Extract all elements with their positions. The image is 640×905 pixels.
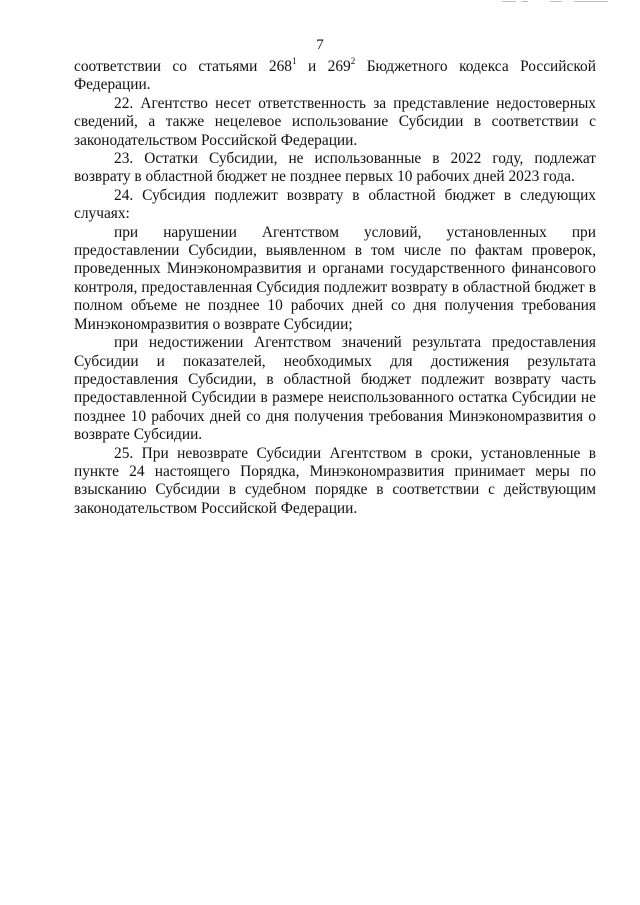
paragraph-25: 25. При невозврате Субсидии Агентством в сроки, установленные в пункте 24 настоящего Порядка, Минэкономразвития принимает меры по взысканию Субсидии в судебном порядке в соответствии с действующим законодательством Российской Федерации. xyxy=(74,444,596,517)
document-body xyxy=(74,55,596,518)
paragraph-continuation-text-c: Бюджетного кодекса Российской Федерации. xyxy=(74,58,596,94)
paragraph-continuation-text-b: и 269 xyxy=(296,58,351,75)
page-number: 7 xyxy=(316,37,324,53)
superscript-1: 1 xyxy=(291,55,297,66)
paragraph-22: 22. Агентство несет ответственность за представление недостоверных сведений, а также нецелевое использование Субсидии в соответствии с законодательством Российской Федерации. xyxy=(74,94,596,149)
paragraph-continuation-text-a: соответствии со статьями 268 xyxy=(74,58,292,75)
paragraph-24-case-a: при нарушении Агентством условий, установленных при предоставлении Субсидии, выявленном в том числе по фактам проверок, проведенных Минэкономразвития и органами государственного финансового контроля, предоставленная Субсидия подлежит возврату в областной бюджет в полном объеме не позднее 10 рабочих дней со дня получения требования Минэкономразвития о возврате Субсидии; xyxy=(74,223,596,333)
paragraph-24-case-b: при недостижении Агентством значений результата предоставления Субсидии и показателей, необходимых для достижения результата предоставления Субсидии, в областной бюджет подлежит возврату часть предоставленной Субсидии в размере неиспользованного остатка Субсидии не позднее 10 рабочих дней со дня получения требования Минэкономразвития о возврате Субсидии. xyxy=(74,334,596,444)
superscript-2: 2 xyxy=(350,55,356,66)
paragraph-24: 24. Субсидия подлежит возврату в областной бюджет в следующих случаях: xyxy=(74,186,596,223)
scan-edge-marks xyxy=(502,0,612,4)
paragraph-continuation xyxy=(74,55,596,95)
paragraph-23: 23. Остатки Субсидии, не использованные в 2022 году, подлежат возврату в областной бюджет не позднее первых 10 рабочих дней 2023 года. xyxy=(74,150,596,186)
